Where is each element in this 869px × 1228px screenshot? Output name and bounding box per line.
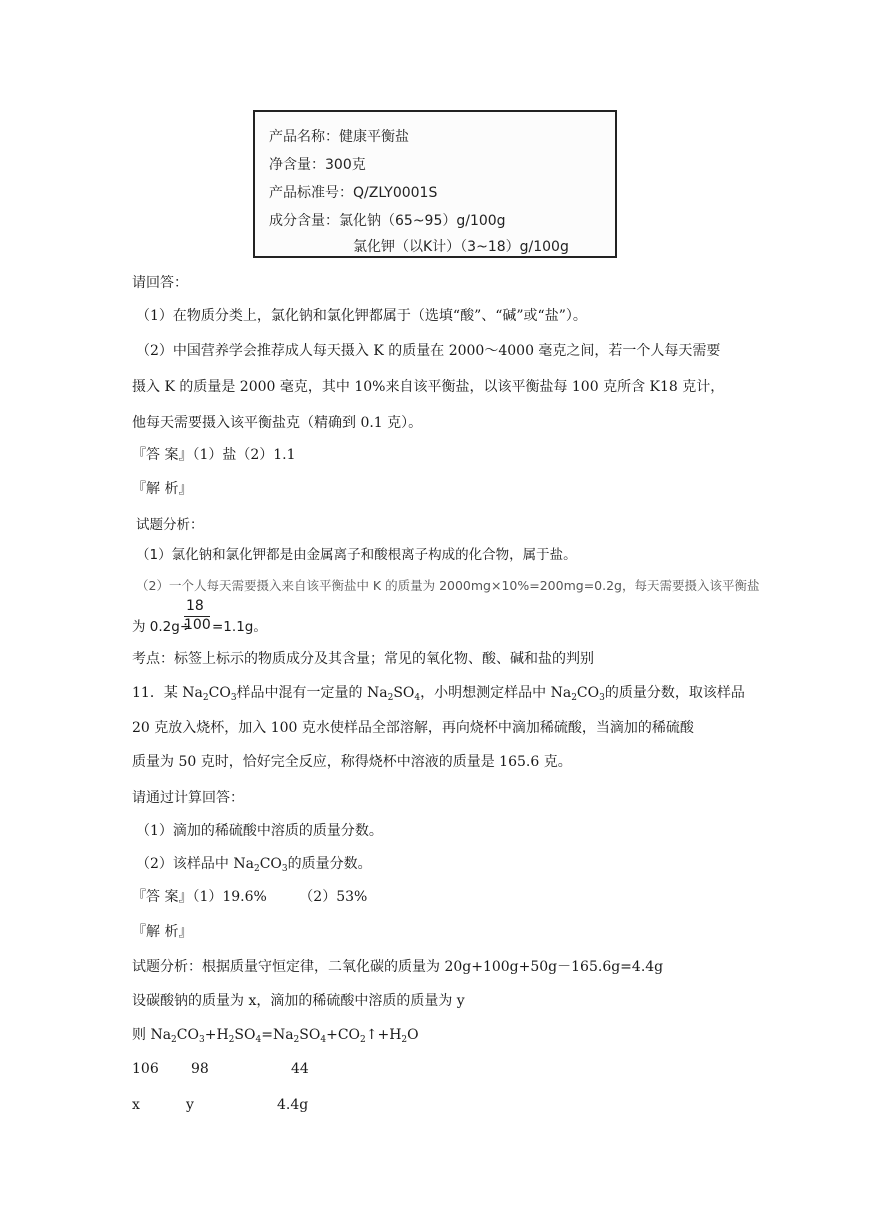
label-ingredients-2: 氯化钾（以K计）（3~18）g/100g [353,239,569,255]
q11-prompt: 请通过计算回答： [132,790,244,806]
label-product-name: 产品名称：健康平衡盐 [269,129,409,145]
mass-row-1-col-1: 106 [132,1061,159,1077]
mass-row-2-col-3: 4.4g [277,1097,309,1113]
q11-analysis-heading: 『解 析』 [132,924,193,940]
q11-part-1: （1）滴加的稀硫酸中溶质的质量分数。 [136,823,383,839]
q10-prompt: 请回答： [132,275,188,291]
q10-part-2b: 摄入 K 的质量是 2000 毫克，其中 10%来自该平衡盐，以该平衡盐每 100 克所含 K18 克计， [132,379,725,395]
q11-part-2: （2）该样品中 $Na_2CO_3$的质量分数。 [136,856,372,874]
q11-stem-line-3: 质量为 50 克时，恰好完全反应，称得烧杯中溶液的质量是 165.6 克。 [132,754,572,770]
mass-row-2-col-1: x [132,1097,140,1113]
q10-part-1: （1）在物质分类上，氯化钠和氯化钾都属于（选填“酸”、“碱”或“盐”）。 [136,308,587,324]
fraction-numerator: 18 [186,598,204,614]
q11-analysis-1: 试题分析：根据质量守恒定律，二氧化碳的质量为 20g+100g+50g－165.6g=4.4g [132,959,664,975]
q11-stem-line-2: 20 克放入烧杯，加入 100 克水使样品全部溶解，再向烧杯中滴加稀硫酸，当滴加的稀硫酸 [132,720,694,736]
q11-equation: 则 $Na_2CO_3+H_2SO_4=Na_2SO_4+CO_2↑+H_2O$ [132,1027,419,1045]
fraction-denominator: 100 [184,617,211,633]
q10-part-2a: （2）中国营养学会推荐成人每天摄入 K 的质量在 2000～4000 毫克之间，若一个人每天需要 [136,343,721,359]
mass-row-2-col-2: y [186,1097,194,1113]
label-ingredients-1: 成分含量：氯化钠（65~95）g/100g [269,213,506,229]
q10-analysis-heading: 『解 析』 [132,481,193,497]
q10-analysis-1: （1）氯化钠和氯化钾都是由金属离子和酸根离子构成的化合物，属于盐。 [136,547,577,563]
q10-analysis-3-prefix: 为 0.2g÷ [132,619,192,635]
q10-part-2c: 他每天需要摄入该平衡盐克（精确到 0.1 克）。 [132,415,423,431]
label-standard: 产品标准号：Q/ZLY0001S [269,185,438,201]
mass-row-1-col-3: 44 [291,1061,309,1077]
q10-analysis-2: （2）一个人每天需要摄入来自该平衡盐中 K 的质量为 2000mg×10%=200mg=0.2g，每天需要摄入该平衡盐 [136,578,760,593]
q11-analysis-2: 设碳酸钠的质量为 x，滴加的稀硫酸中溶质的质量为 y [132,993,465,1009]
product-label [253,110,617,258]
q10-analysis-3-suffix: =1.1g。 [212,619,267,635]
q10-analysis-title: 试题分析： [136,517,204,533]
label-net-content: 净含量：300克 [269,157,366,173]
q10-key-points: 考点：标签上标示的物质成分及其含量；常见的氧化物、酸、碱和盐的判别 [132,651,594,667]
mass-row-1-col-2: 98 [191,1061,209,1077]
q10-answer: 『答 案』（1）盐（2）1.1 [132,447,296,463]
q11-answer: 『答 案』（1）19.6% （2）53% [132,889,368,905]
q11-stem-line-1: 11．某 $Na_2CO_3$样品中混有一定量的 $Na_2SO_4$，小明想测定样品中 $Na_2CO_3$的质量分数，取该样品 [132,685,745,703]
